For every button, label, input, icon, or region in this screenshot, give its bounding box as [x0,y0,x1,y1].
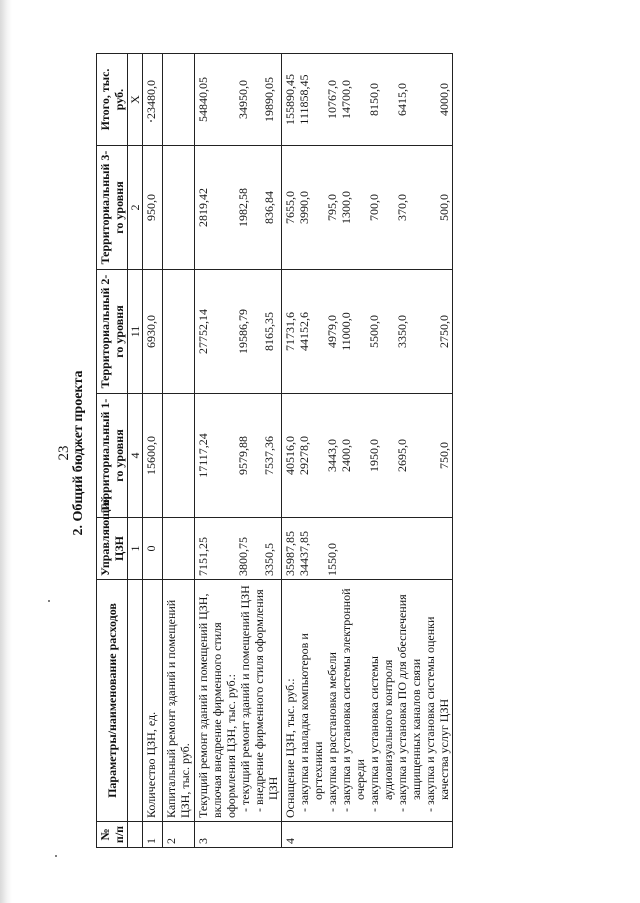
row-number: 4 [282,822,453,848]
count-level2: 11 [128,270,143,394]
table-cell [128,822,143,848]
row-label: Текущий ремонт зданий и помещений ЦЗН, включая внедрение фирменного стиля оформления ЦЗН, тыс. руб.: [196,593,238,818]
row-values-level3: 2819,42 1982,58 836,84 [195,146,282,270]
col-header-level1: Территориальный 1-го уровня [97,394,128,518]
col-header-level3: Территориальный 3-го уровня [97,146,128,270]
sub-item-label: - закупка и установка системы электронной очереди [339,588,367,812]
row-value: 0 [143,518,163,580]
budget-table [96,53,453,848]
col-header-param: Параметры/наименование расходов [97,580,128,822]
count-level3: 2 [128,146,143,270]
sub-item-label: - закупка и наладка компьютеров и оргтехники [297,633,325,812]
table-row [163,54,195,848]
sub-item-label: - закупка и расстановка мебели [325,652,339,812]
row-values-level2: 71731,6 44152,6 4979,0 11000,0 5500,0 3350,0 2750,0 [282,270,453,394]
row-number: 1 [143,822,163,848]
row-values-managing: 7151,25 3800,75 3350,5 [195,518,282,580]
row-values-level1: 17117,24 9579,88 7537,36 [195,394,282,518]
sub-item-label: - текущий ремонт зданий и помещений ЦЗН [238,585,252,812]
row-values-total: 155890,45 111858,45 10767,0 14700,0 8150,0 6415,0 4000,0 [282,54,453,146]
count-total: X [128,54,143,146]
row-number: 2 [163,822,195,848]
col-header-num: № п/п [97,822,128,848]
row-values-total: 54840,05 34950,0 19890,05 [195,54,282,146]
section-title: 2. Общий бюджет проекта [71,370,86,536]
row-values-level3: 7655,0 3990,0 795,0 1300,0 700,0 370,0 500,0 [282,146,453,270]
sub-item-label: - закупка и установка системы оценки качества услуг ЦЗН [423,616,451,812]
sub-item-label: - внедрение фирменного стиля оформления ЦЗН [252,589,280,812]
row-number: 3 [195,822,282,848]
row-value: 950,0 [143,146,163,270]
row-value [163,518,195,580]
row-values-level1: 40516,0 29278,0 3443,0 2400,0 1950,0 2695,0 750,0 [282,394,453,518]
row-label: Капитальный ремонт зданий и помещений ЦЗН, тыс. руб. [163,580,195,822]
table-cell [128,580,143,822]
row-value [163,394,195,518]
sub-item-label: - закупка и установка системы аудиовизуального контроля [367,656,395,812]
row-value [163,146,195,270]
table-row [143,54,163,848]
table-row [195,54,282,848]
row-values-managing: 35987,85 34437,85 1550,0 [282,518,453,580]
row-label-cell [195,580,282,822]
row-values-level2: 27752,14 19586,79 8165,35 [195,270,282,394]
count-level1: 4 [128,394,143,518]
row-value: 23480,0 [143,54,163,146]
page-number: 23 [56,445,72,461]
col-header-total: Итого, тыс. руб. [97,54,128,146]
sub-item-label: - закупка и установка ПО для обеспечения защищенных каналов связи [395,594,423,812]
count-managing: 1 [128,518,143,580]
col-header-managing: Управляющий ЦЗН [97,518,128,580]
row-label: Оснащение ЦЗН, тыс. руб.: [283,678,297,818]
row-label: Количество ЦЗН, ед. [143,580,163,822]
row-value: 15600,0 [143,394,163,518]
table-row [282,54,453,848]
count-number-row [128,54,143,848]
row-value [163,270,195,394]
row-label-cell [282,580,453,822]
col-header-level2: Территориальный 2-го уровня [97,270,128,394]
row-value: 6930,0 [143,270,163,394]
row-value [163,54,195,146]
header-row [97,54,128,848]
